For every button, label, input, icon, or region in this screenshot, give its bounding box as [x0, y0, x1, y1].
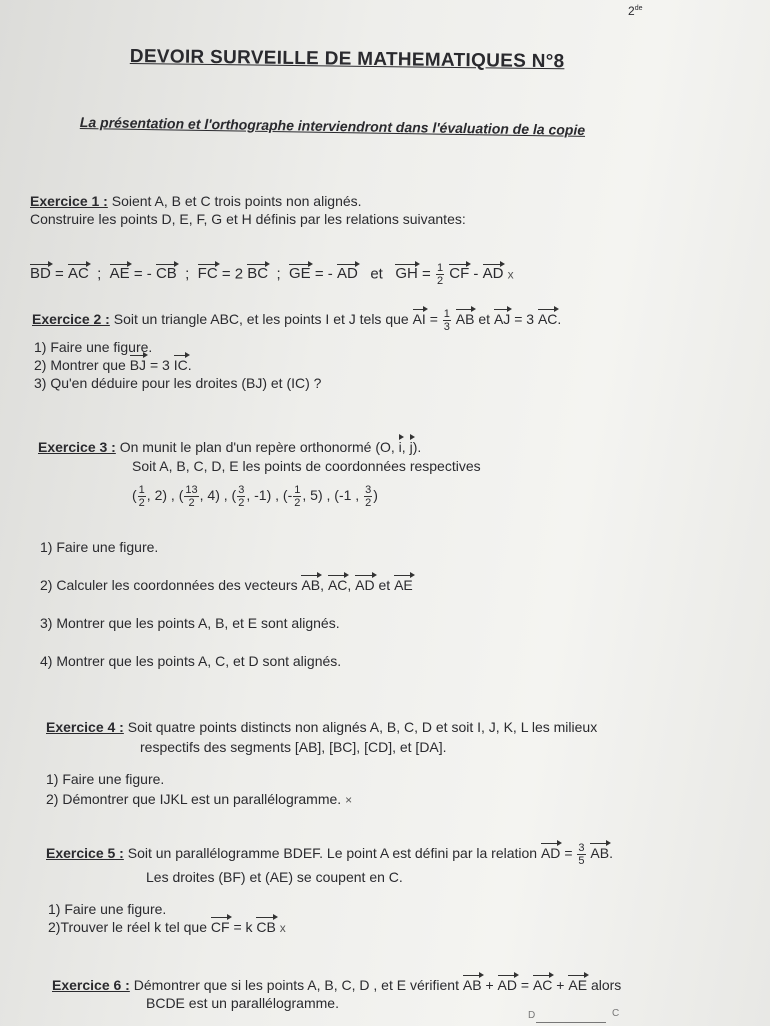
- ex3-line2: Soit A, B, C, D, E les points de coordonnées respectives: [132, 458, 481, 474]
- ex6-line2: BCDE est un parallélogramme.: [146, 995, 339, 1011]
- ex1-label: Exercice 1 :: [30, 193, 108, 209]
- ex5-intro: Exercice 5 : Soit un parallélogramme BDEF. Le point A est défini par la relation AD = $\frac{3}{5}$ AB.: [46, 842, 613, 867]
- ex5-item-1: 1) Faire une figure.: [48, 901, 167, 917]
- ex3-intro: Exercice 3 : On munit le plan d'un repère orthonormé (O, i, j).: [38, 439, 422, 455]
- ex2-label: Exercice 2 :: [32, 311, 110, 328]
- pencil-mark: ×: [345, 793, 353, 807]
- ex4-intro: Exercice 4 : Soit quatre points distincts non alignés A, B, C, D et soit I, J, K, L les milieux: [46, 719, 598, 735]
- ex1-line2: Construire les points D, E, F, G et H définis par les relations suivantes:: [30, 211, 466, 227]
- page-subtitle: La présentation et l'orthographe interviendront dans l'évaluation de la copie: [79, 114, 586, 138]
- ex6-label: Exercice 6 :: [52, 977, 130, 993]
- ex5-label: Exercice 5 :: [46, 845, 124, 862]
- pencil-line: [536, 1022, 606, 1023]
- page-title: DEVOIR SURVEILLE DE MATHEMATIQUES N°8: [129, 46, 565, 73]
- ex2-intro: Exercice 2 : Soit un triangle ABC, et les points I et J tels que AI = $\frac{1}{3}$ AB et AJ = 3 AC.: [32, 308, 562, 333]
- ex1-intro: Exercice 1 : Soient A, B et C trois points non alignés.: [30, 193, 362, 209]
- ex2-item-2: 2) Montrer que BJ = 3 IC.: [34, 357, 192, 373]
- ex4-label: Exercice 4 :: [46, 719, 124, 735]
- ex3-label: Exercice 3 :: [38, 439, 116, 455]
- pencil-letter-c: C: [612, 1008, 620, 1019]
- ex4-line2: respectifs des segments [AB], [BC], [CD], et [DA].: [140, 739, 447, 755]
- class-level: 2de: [628, 4, 643, 18]
- ex3-item-2: 2) Calculer les coordonnées des vecteurs AB, AC, AD et AE: [40, 577, 413, 593]
- pencil-letter-d: D: [528, 1010, 536, 1021]
- ex5-item-2: 2)Trouver le réel k tel que CF = k CB x: [48, 919, 286, 935]
- ex2-item-3: 3) Qu'en déduire pour les droites (BJ) et (IC) ?: [34, 375, 322, 391]
- ex1-relations: BD = AC ; AE = - CB ; FC = 2 BC ; GE = - AD et GH = $\frac{1}{2}$ CF - AD x: [30, 262, 514, 287]
- pencil-mark: x: [507, 267, 514, 282]
- ex3-item-1: 1) Faire une figure.: [40, 539, 159, 555]
- ex6-intro: Exercice 6 : Démontrer que si les points A, B, C, D , et E vérifient AB + AD = AC + AE alors: [52, 977, 622, 993]
- ex2-item-1: 1) Faire une figure.: [34, 339, 153, 355]
- ex4-item-1: 1) Faire une figure.: [46, 771, 165, 787]
- ex3-coordinates: ( $\frac{1}{2}$ , 2) , ( $\frac{13}{2}$ , 4) , ( $\frac{3}{2}$ , -1) , (- $\frac{1}{2}$ , 5) , (-1 , $\frac{3}{2}$ ): [132, 484, 378, 509]
- pencil-mark: x: [279, 921, 286, 935]
- ex4-item-2: 2) Démontrer que IJKL est un parallélogramme. ×: [46, 791, 353, 807]
- ex5-line2: Les droites (BF) et (AE) se coupent en C.: [146, 869, 403, 885]
- ex3-item-4: 4) Montrer que les points A, C, et D sont alignés.: [40, 653, 342, 669]
- ex3-item-3: 3) Montrer que les points A, B, et E sont alignés.: [40, 615, 340, 631]
